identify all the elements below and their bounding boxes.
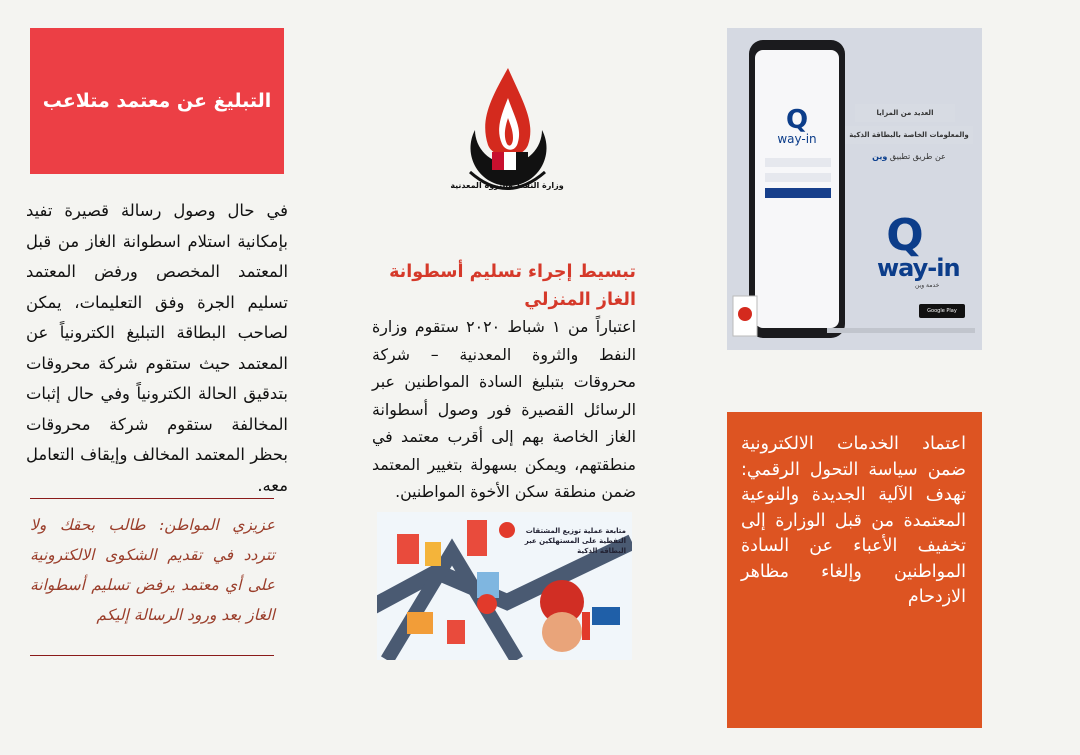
ministry-logo-label: وزارة النفط والثروة المعدنية: [450, 181, 564, 190]
google-play-badge[interactable]: [919, 304, 965, 318]
illustration-caption: متابعة عملية توزيع المشتقات النفطية على المستهلكين عبر البطاقة الذكية: [524, 527, 626, 555]
divider-bottom: [30, 655, 274, 656]
wayin-app-promo: [727, 28, 982, 350]
citizen-note: عزيزي المواطن: طالب بحقك ولا تتردد في تقديم الشكوى الالكترونية على أي معتمد يرفض تسليم أسطوانة الغاز بعد ورود الرسالة إليكم: [30, 516, 275, 624]
svg-text:way-in: way-in: [777, 132, 817, 146]
app-promo-line3: [845, 152, 973, 161]
app-promo-line1: العديد من المزايا: [855, 104, 955, 122]
report-dealer-header: [30, 28, 284, 174]
simplify-delivery-title: تبسيط إجراء تسليم أسطوانة الغاز المنزلي: [389, 262, 636, 310]
distribution-illustration: [377, 512, 632, 660]
report-procedure-paragraph: في حال وصول رسالة قصيرة تفيد بإمكانية استلام اسطوانة الغاز من قبل المعتمد المخصص ورفض المعتمد تسليم الجرة وفق التعليمات، يمكن لصاحب البطاقة التبليغ الكترونياً عن المعتمد حيث ستقوم شركة محروقات بتدقيق الحالة الكترونياً وفي حال إثبات المخالفة ستقوم شركة محروقات بحظر المعتمد المخالف وإيقاف التعامل معه.: [26, 201, 288, 495]
app-promo-line3-prefix: عن طريق تطبيق: [889, 152, 946, 161]
app-name: وين: [872, 152, 888, 161]
google-play-label: Google Play: [927, 308, 957, 314]
report-dealer-title: التبليغ عن معتمد متلاعب: [42, 90, 272, 112]
app-promo-line2: والمعلومات الخاصة بالبطاقة الذكية: [845, 126, 973, 144]
digital-services-box: [727, 412, 982, 728]
wayin-brand: way-in: [877, 254, 960, 282]
digital-services-text: اعتماد الخدمات الالكترونية ضمن سياسة التحول الرقمي: تهدف الآلية الجديدة والنوعية المعتمدة من قبل الوزارة إلى تخفيف الأعباء عن السادة المواطنين وإلغاء مظاهر الازدحام: [741, 434, 966, 607]
svg-text:Q: Q: [785, 105, 809, 135]
ministry-flame-logo: [450, 60, 565, 210]
phone-mockup: [727, 28, 982, 350]
simplify-delivery-paragraph: اعتباراً من ١ شباط ٢٠٢٠ ستقوم وزارة النفط والثروة المعدنية – شركة محروقات بتبليغ السادة المواطنين عبر الرسائل القصيرة فور وصول أسطوانة الغاز الخاصة بهم إلى أقرب معتمد في منطقتهم، ويمكن بسهولة بتغيير المعتمد ضمن منطقة سكن الأخوة المواطنين.: [372, 317, 636, 501]
wayin-brand-sub: خدمة وين: [915, 282, 940, 289]
svg-text:Q: Q: [886, 210, 924, 261]
divider-top: [30, 498, 274, 499]
